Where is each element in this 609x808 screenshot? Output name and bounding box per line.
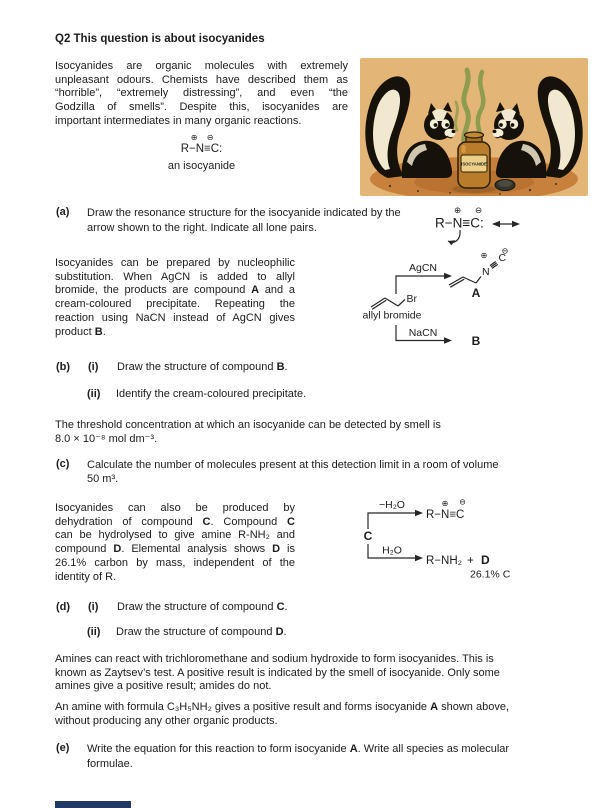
paragraph-line: dehydration of compound C. Compound C [55,515,295,528]
reagent-minus-h2o: −H₂O [379,499,405,511]
paragraph-line: substitution. When AgCN is added to allyl [55,270,295,283]
bottle-label: ISOCYANIDE [461,161,487,167]
part-e-text [87,742,577,771]
reagent-nacn: NaCN [408,327,438,339]
paragraph-line: can be hydrolysed to give amine R-NH₂ and [55,529,295,542]
paragraph-line: Isocyanides can be prepared by nucleophilic [55,257,295,269]
product-a-label: A [471,286,481,300]
part-b-i-text: Draw the structure of compound B. [117,361,288,373]
isocyanide-formula: R−N≡C: [180,143,223,155]
minus-charge-icon: ⊖ [501,248,509,256]
page-title: Q2 This question is about isocyanides [55,33,265,45]
threshold-paragraph [55,418,565,446]
paragraph-line: compound D. Elemental analysis shows D is [55,543,295,556]
carbon-percent-annotation: 26.1% C [470,568,511,581]
part-c-label: (c) [56,458,70,470]
reagent-agcn: AgCN [408,262,438,274]
n-label: N [482,266,490,278]
plus-charge-icon: ⊕ [454,205,462,215]
paragraph-line: An amine with formula C₃H₅NH₂ gives a positive result and forms isocyanide A shown above, [55,701,509,713]
reaction-scheme-allyl-bromide [335,248,597,360]
amine-formula-paragraph [55,701,565,728]
part-b-ii-label: (ii) [87,388,101,400]
product-b-label: B [471,334,481,348]
part-a-label: (a) [56,206,70,218]
paragraph-line: known as Zaytsev’s test. A positive result is indicated by the smell of isocyanide. Only some [55,666,500,679]
amine-product: R−NH₂ [426,555,463,567]
part-c-line: 50 m³. [87,473,119,485]
part-e-line: Write the equation for this reaction to form isocyanide A. Write all species as molecular [87,743,510,755]
paragraph-line: The threshold concentration at which an isocyanide can be detected by smell is [55,419,441,431]
part-d-i-text: Draw the structure of compound C. [117,601,288,613]
resonance-arrow-icon [492,221,520,227]
bottle-cap [495,180,515,191]
zaytsev-test-paragraph [55,653,565,694]
allyl-bromide-structure [371,298,405,309]
product-d-label: D [481,553,490,567]
paragraph-line: “horrible”, “extremely distressing”, and even “the [55,87,348,100]
minus-charge-icon: ⊖ [459,497,466,507]
part-a-line: Draw the resonance structure for the isocyanide indicated by the [87,207,401,219]
paragraph-line: Godzilla of smells”. Despite this, isocyanides are [55,101,348,114]
c-label: C [498,252,507,264]
isocyanide-structure [181,134,223,155]
minus-charge-icon: ⊖ [474,205,483,215]
paragraph-line: 26.1% carbon by mass, independent of the [55,556,295,569]
paragraph-line: Isocyanides can also be produced by [55,502,295,514]
paragraph-line: without producing any other organic products. [55,714,278,727]
part-b-i-label: (i) [88,361,99,373]
paragraph-line: Isocyanides are organic molecules with extremely [55,60,348,72]
dehydration-paragraph [55,502,295,584]
compound-c-label: C [363,529,373,543]
reaction-arrow-top [368,510,423,529]
page-bottom-bar [55,801,131,808]
preparation-paragraph [55,257,295,339]
paragraph-line: cream-coloured precipitate. Repeating the [55,298,295,311]
paragraph-line: important intermediates in many organic reactions. [55,114,302,127]
part-d-label: (d) [56,601,71,613]
reagent-h2o: H₂O [382,544,402,557]
paragraph-line: unpleasant odours. Chemists have described them as [55,73,348,86]
part-a-structure [430,200,570,250]
part-a-line: arrow shown to the right. Indicate all lone pairs. [87,221,317,234]
paragraph-line: identity of R. [55,570,117,583]
part-d-ii-label: (ii) [87,626,101,638]
part-b-label: (b) [56,361,71,373]
part-b-ii-text: Identify the cream-coloured precipitate. [116,388,307,400]
plus-charge-icon: ⊕ [441,499,449,508]
curly-arrow-icon [448,230,460,245]
part-c-line: Calculate the number of molecules present at this detection limit in a room of volume [87,459,499,471]
paragraph-line: reaction using NaCN instead of AgCN gives [55,311,295,324]
br-label: Br [406,293,417,305]
intro-paragraph [55,60,348,129]
reaction-scheme-compound-c [340,496,570,588]
paragraph-line: product B. [55,325,106,338]
structure-caption: an isocyanide [167,160,236,172]
part-c-text [87,458,567,486]
reaction-arrow-top [396,273,452,294]
product-a-structure [449,262,498,288]
isocyanide-formula: R−N≡C: [435,215,484,231]
paragraph-line: bromide, the products are compound A and a [55,284,295,297]
substrate-caption: allyl bromide [362,309,422,322]
part-d-i-label: (i) [88,601,99,613]
part-e-label: (e) [56,742,70,754]
part-d-ii-text: Draw the structure of compound D. [116,626,287,638]
paragraph-line: 8.0 × 10⁻⁸ mol dm⁻³. [55,433,158,445]
isocyanide-product: R−N≡C [426,509,465,521]
paragraph-line: Amines can react with trichloromethane and sodium hydroxide to form isocyanides. This is [55,653,494,665]
minus-charge-icon: ⊖ [206,133,214,142]
plus-sign: + [467,555,474,567]
paragraph-line: amines give a positive result; amides do not. [55,680,272,693]
isocyanide-structure-block [55,134,348,172]
skunk-illustration [360,58,588,196]
part-e-line: formulae. [87,757,133,770]
plus-charge-icon: ⊕ [480,251,488,260]
plus-charge-icon: ⊕ [190,133,198,142]
part-a-text [87,206,487,235]
